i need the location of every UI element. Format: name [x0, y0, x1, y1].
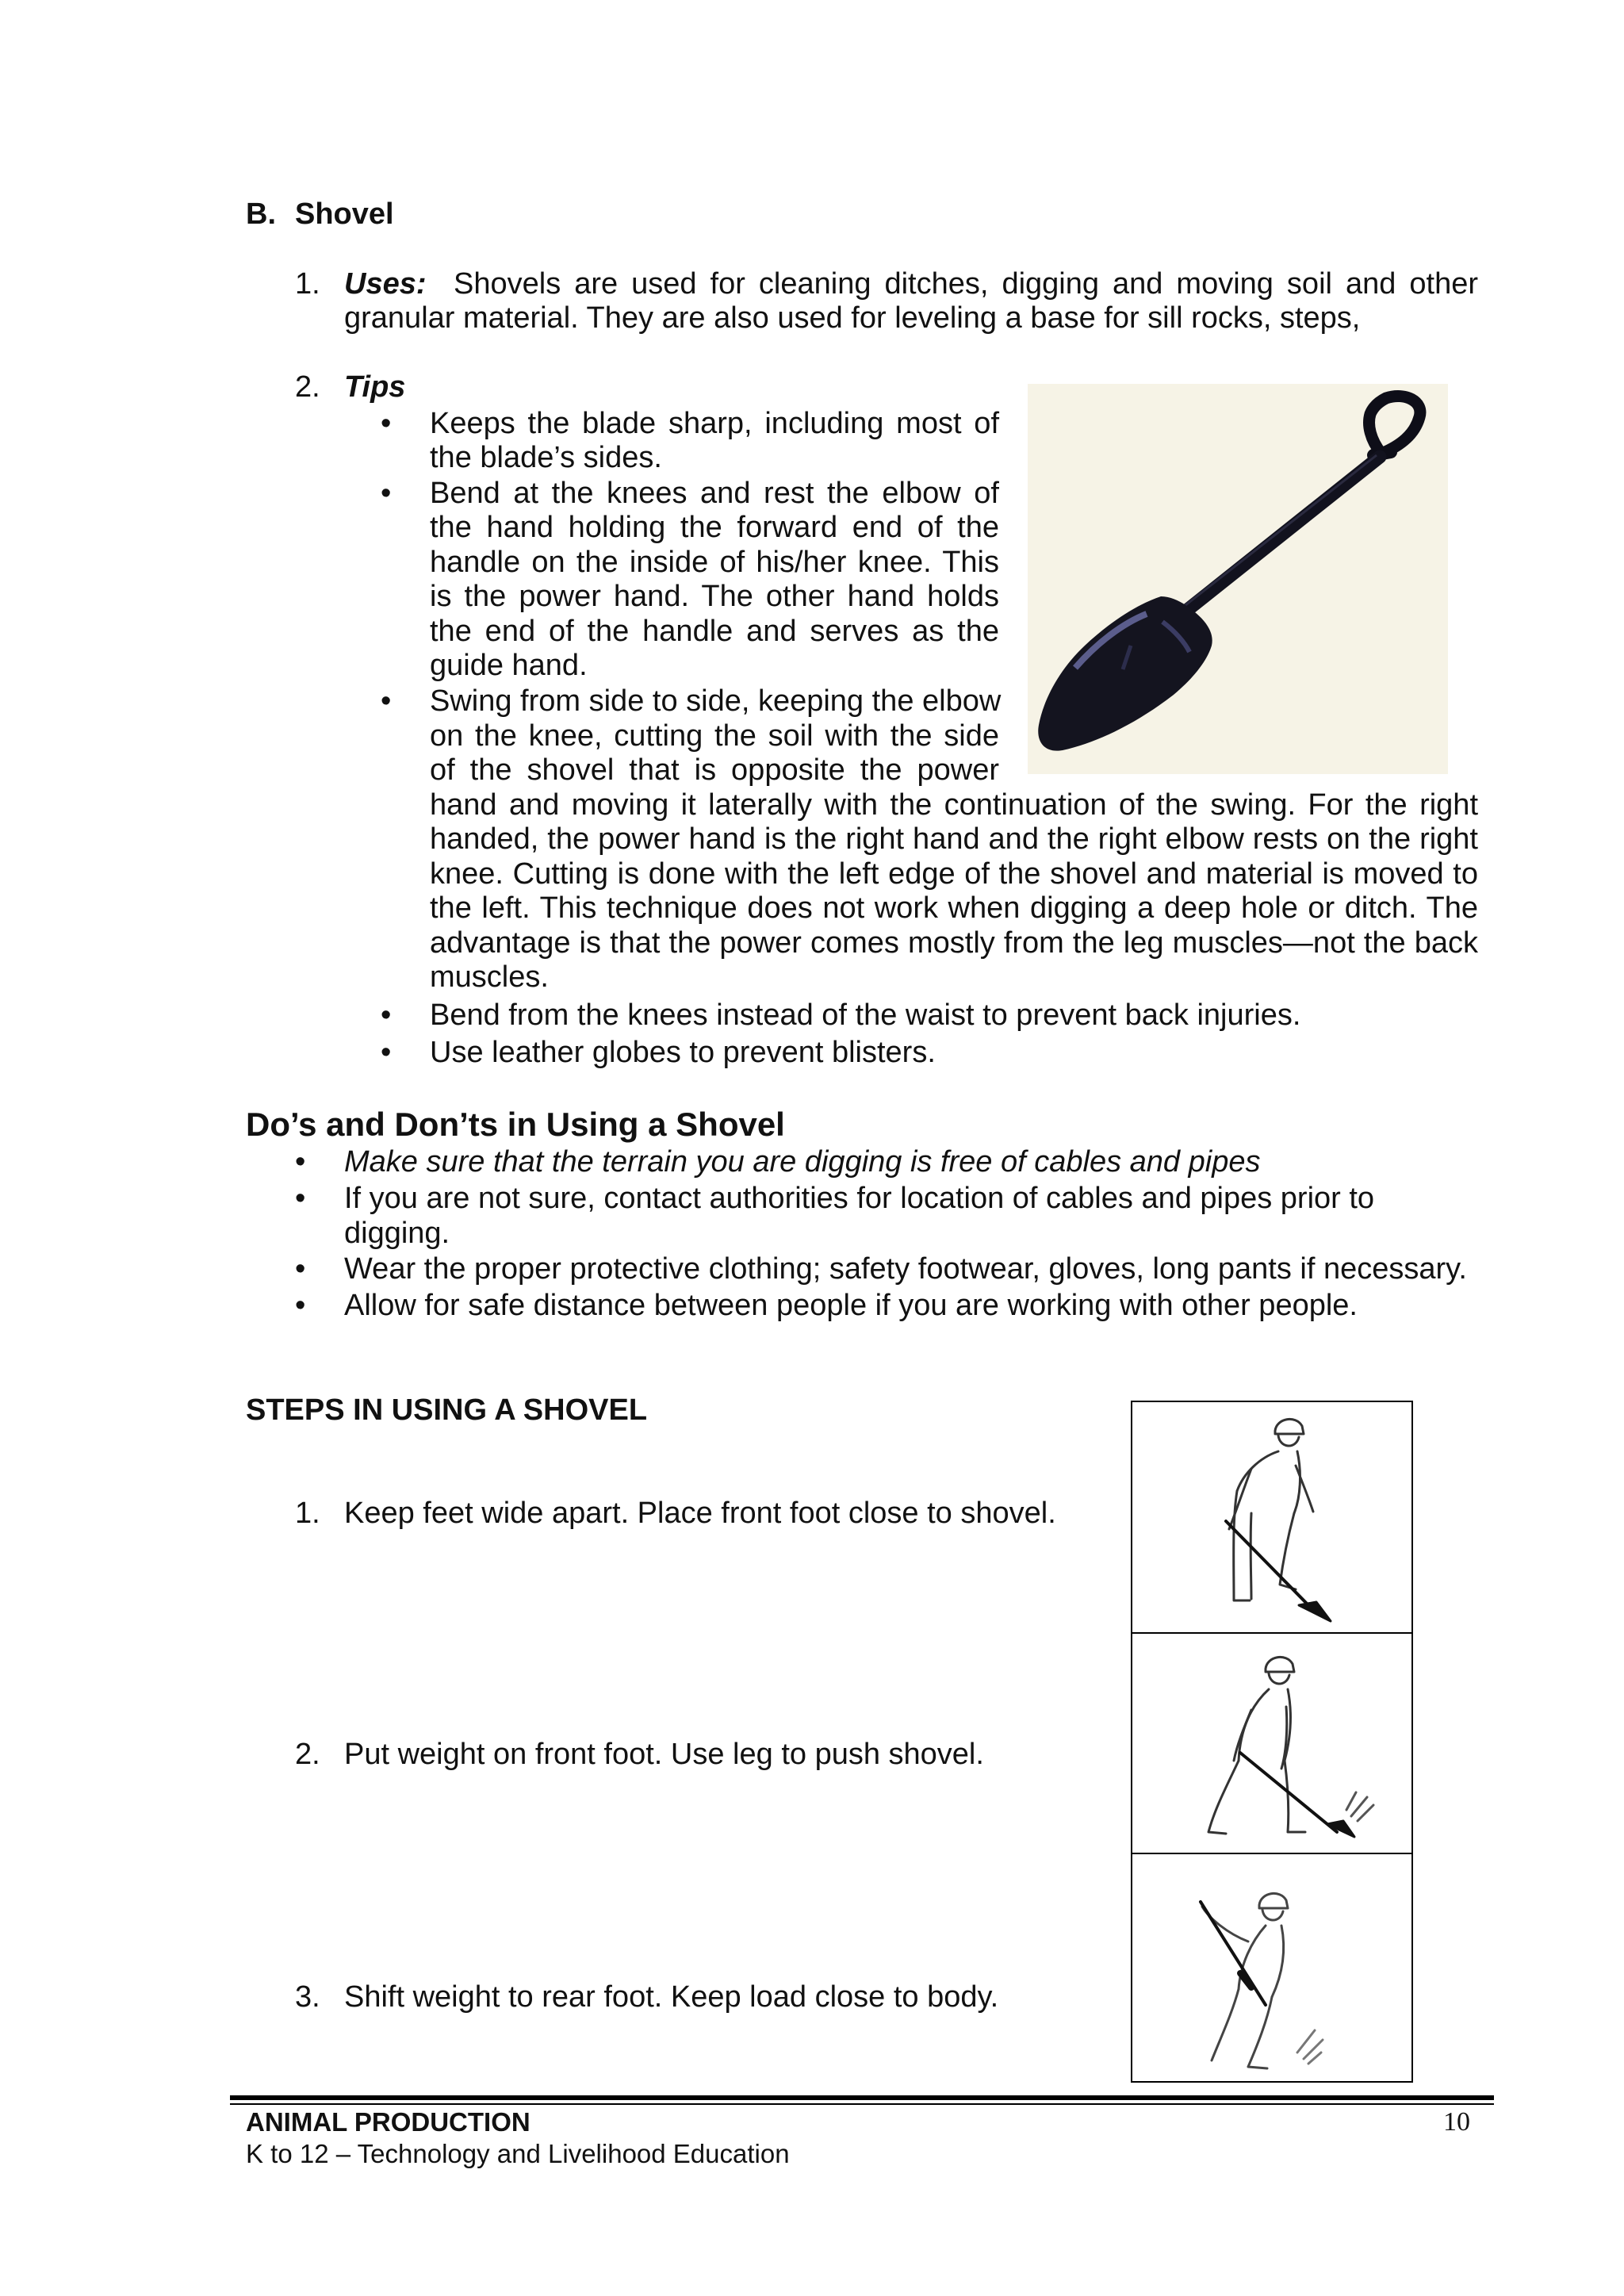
footer-course: K to 12 – Technology and Livelihood Education: [246, 2139, 790, 2168]
dos-item: Wear the proper protective clothing; safety footwear, gloves, long pants if necessary.: [344, 1252, 1467, 1286]
bullet-glyph: •: [295, 1145, 306, 1179]
dos-item: digging.: [344, 1217, 450, 1250]
footer-rule-thick: [230, 2095, 1494, 2100]
tip-line: on the knee, cutting the soil with the side: [430, 719, 999, 753]
bullet-glyph: •: [381, 1036, 392, 1069]
bullet-glyph: •: [295, 1289, 306, 1322]
page-number: 10: [1443, 2107, 1470, 2137]
uses-text-line: granular material. They are also used for leveling a base for sill rocks, steps,: [344, 301, 1361, 335]
step3-illustration: [1131, 1853, 1413, 2083]
tip-line: Keeps the blade sharp, including most of: [430, 407, 999, 440]
step-text: Put weight on front foot. Use leg to push shovel.: [344, 1738, 984, 1771]
steps-heading: STEPS IN USING A SHOVEL: [246, 1393, 648, 1427]
dos-item: Allow for safe distance between people if you are working with other people.: [344, 1289, 1358, 1322]
bullet-glyph: •: [381, 999, 392, 1032]
tip-line: Bend from the knees instead of the waist to prevent back injuries.: [430, 999, 1301, 1032]
footer-subject: ANIMAL PRODUCTION: [246, 2107, 530, 2137]
shovel-photo: [1028, 384, 1448, 774]
bullet-glyph: •: [381, 477, 392, 510]
tip-line: Swing from side to side, keeping the elbow: [430, 684, 1002, 718]
dos-item: Make sure that the terrain you are digging is free of cables and pipes: [344, 1145, 1261, 1179]
tips-number: 2.: [295, 370, 320, 404]
tip-line: Use leather globes to prevent blisters.: [430, 1036, 936, 1069]
dos-item: If you are not sure, contact authorities for location of cables and pipes prior to: [344, 1182, 1375, 1215]
step-number: 1.: [295, 1497, 320, 1530]
tip-line: Bend at the knees and rest the elbow of: [430, 477, 999, 510]
tip-line: advantage is that the power comes mostly from the leg muscles—not the back: [430, 926, 1478, 960]
uses-number: 1.: [295, 267, 320, 301]
dos-donts-heading: Do’s and Don’ts in Using a Shovel: [246, 1106, 785, 1143]
uses-label: Uses:: [344, 267, 427, 301]
bullet-glyph: •: [295, 1182, 306, 1215]
tip-line: the hand holding the forward end of the: [430, 511, 999, 544]
tips-label: Tips: [344, 370, 406, 404]
tip-line: the blade’s sides.: [430, 441, 662, 474]
tip-line: of the shovel that is opposite the power: [430, 753, 999, 787]
tip-line: knee. Cutting is done with the left edge of the shovel and material is moved to: [430, 857, 1478, 891]
step-number: 3.: [295, 1980, 320, 2014]
step-text: Shift weight to rear foot. Keep load close to body.: [344, 1980, 999, 2014]
bullet-glyph: •: [381, 407, 392, 440]
uses-text-line: Shovels are used for cleaning ditches, digging and moving soil and other: [454, 267, 1478, 301]
tip-line: is the power hand. The other hand holds: [430, 580, 999, 613]
bullet-glyph: •: [381, 684, 392, 718]
step-text: Keep feet wide apart. Place front foot close to shovel.: [344, 1497, 1056, 1530]
tip-line: the left. This technique does not work when digging a deep hole or ditch. The: [430, 891, 1478, 925]
tip-line: handed, the power hand is the right hand and the right elbow rests on the right: [430, 822, 1478, 856]
tip-line: hand and moving it laterally with the continuation of the swing. For the right: [430, 788, 1478, 822]
footer-rule-thin: [230, 2103, 1494, 2105]
step-number: 2.: [295, 1738, 320, 1771]
tip-line: the end of the handle and serves as the: [430, 615, 999, 648]
tip-line: muscles.: [430, 960, 549, 994]
section-title: Shovel: [295, 197, 394, 231]
step1-illustration: [1131, 1401, 1413, 1634]
step2-illustration: [1131, 1632, 1413, 1854]
tip-line: guide hand.: [430, 649, 588, 682]
section-letter: B.: [246, 197, 276, 231]
bullet-glyph: •: [295, 1252, 306, 1286]
tip-line: handle on the inside of his/her knee. This: [430, 546, 999, 579]
